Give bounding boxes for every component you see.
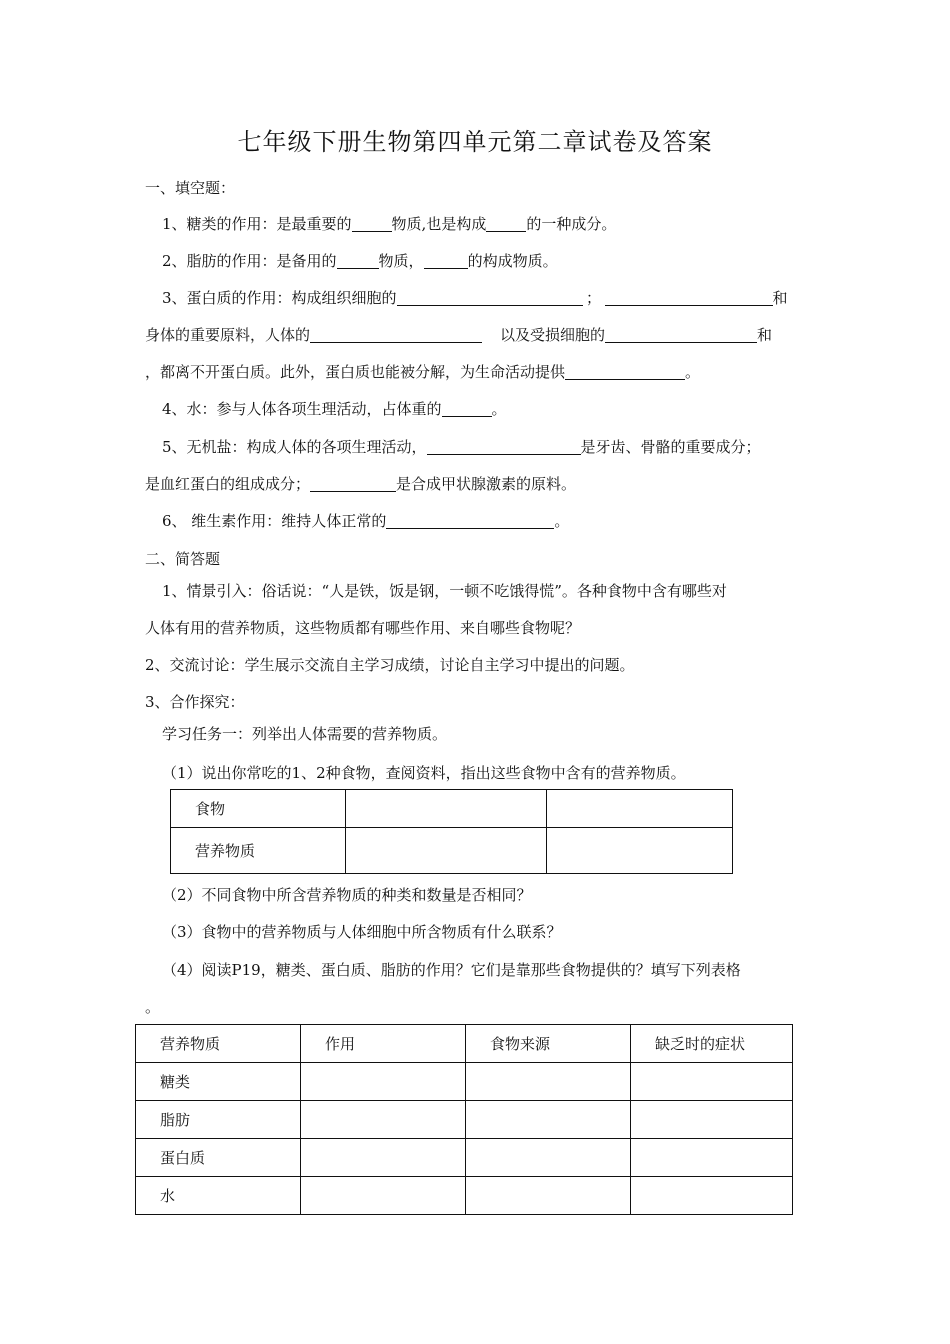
q1-blank-2[interactable] <box>486 215 526 232</box>
q3-text-a: 3、蛋白质的作用：构成组织细胞的 <box>162 289 397 307</box>
task-item-3: （3）食物中的营养物质与人体细胞中所含物质有什么联系？ <box>162 923 562 941</box>
q1-text-b: 物质,也是构成 <box>391 215 487 233</box>
q5-text-d: 是合成甲状腺激素的原料。 <box>396 475 577 493</box>
table-cell[interactable] <box>301 1139 466 1177</box>
q3-blank-4[interactable] <box>605 326 757 343</box>
q6-text-a: 6、 维生素作用：维持人体正常的 <box>162 512 387 530</box>
q2-blank-2[interactable] <box>424 252 468 269</box>
table2-row-label: 水 <box>136 1177 301 1215</box>
table-row <box>171 790 733 828</box>
q3-text-c: 和 <box>772 289 788 307</box>
task-item-1: （1）说出你常吃的1、2种食物，查阅资料，指出这些食物中含有的营养物质。 <box>162 764 686 782</box>
table-cell[interactable] <box>301 1063 466 1101</box>
section-heading-fill-blank: 一、填空题： <box>145 179 236 197</box>
task-item-4: （4）阅读P19，糖类、蛋白质、脂肪的作用？它们是靠那些食物提供的？填写下列表格 <box>162 961 741 979</box>
q3-blank-1[interactable] <box>397 289 583 306</box>
nutrient-function-table <box>135 1024 793 1215</box>
q5-blank-1[interactable] <box>427 438 581 455</box>
q3-text-h: 。 <box>685 363 701 381</box>
question-2 <box>162 250 558 272</box>
question-6 <box>162 510 569 532</box>
table2-row-label: 蛋白质 <box>136 1139 301 1177</box>
table-cell[interactable] <box>346 790 547 828</box>
table2-row-label: 糖类 <box>136 1063 301 1101</box>
q5-text-c: 是血红蛋白的组成成分； <box>145 475 311 493</box>
table2-row-label: 脂肪 <box>136 1101 301 1139</box>
table-cell[interactable] <box>301 1177 466 1215</box>
table-cell[interactable] <box>466 1139 631 1177</box>
task-item-4-end: 。 <box>145 998 161 1016</box>
table2-header: 食物来源 <box>466 1025 631 1063</box>
q3-blank-2[interactable] <box>605 289 773 306</box>
question-3-line-3 <box>145 361 700 383</box>
question-4 <box>162 398 507 420</box>
table2-header: 缺乏时的症状 <box>631 1025 793 1063</box>
food-nutrient-table <box>170 789 733 874</box>
q3-text-b: ； <box>586 289 602 307</box>
question-5-line-2 <box>145 473 576 495</box>
table-cell[interactable] <box>631 1177 793 1215</box>
q5-text-b: 是牙齿、骨骼的重要成分； <box>580 438 761 456</box>
short-answer-2: 2、交流讨论：学生展示交流自主学习成绩，讨论自主学习中提出的问题。 <box>145 656 635 674</box>
question-5-line-1 <box>162 436 761 458</box>
table-cell[interactable] <box>547 790 733 828</box>
q2-text-a: 2、脂肪的作用：是备用的 <box>162 252 337 270</box>
q1-text-a: 1、糖类的作用：是最重要的 <box>162 215 352 233</box>
q3-text-e: 以及受损细胞的 <box>500 326 606 344</box>
q6-blank-1[interactable] <box>386 512 554 529</box>
q1-blank-1[interactable] <box>352 215 392 232</box>
q3-text-g: ，都离不开蛋白质。此外，蛋白质也能被分解，为生命活动提供 <box>145 363 566 381</box>
table-cell[interactable] <box>466 1063 631 1101</box>
table1-row-label: 营养物质 <box>171 828 346 874</box>
table-row <box>171 828 733 874</box>
table-row <box>136 1063 793 1101</box>
short-answer-1-line-2: 人体有用的营养物质，这些物质都有哪些作用、来自哪些食物呢？ <box>145 619 581 637</box>
table-cell[interactable] <box>466 1101 631 1139</box>
table1-row-label: 食物 <box>171 790 346 828</box>
question-3-line-2 <box>145 324 772 346</box>
learning-task-1: 学习任务一：列举出人体需要的营养物质。 <box>162 725 448 743</box>
table-cell[interactable] <box>631 1139 793 1177</box>
q4-text-a: 4、水：参与人体各项生理活动，占体重的 <box>162 400 442 418</box>
q2-blank-1[interactable] <box>337 252 379 269</box>
table-cell[interactable] <box>631 1101 793 1139</box>
q3-text-f: 和 <box>757 326 773 344</box>
table-row <box>136 1139 793 1177</box>
q3-blank-3[interactable] <box>310 326 482 343</box>
table-cell[interactable] <box>301 1101 466 1139</box>
q4-text-b: 。 <box>491 400 507 418</box>
table-cell[interactable] <box>631 1063 793 1101</box>
question-3-line-1 <box>162 287 788 309</box>
short-answer-3: 3、合作探究： <box>145 693 245 711</box>
q4-blank-1[interactable] <box>442 400 492 417</box>
page-title: 七年级下册生物第四单元第二章试卷及答案 <box>237 128 713 156</box>
q6-text-b: 。 <box>554 512 570 530</box>
q2-text-b: 物质， <box>378 252 424 270</box>
table2-header: 作用 <box>301 1025 466 1063</box>
q3-text-d: 身体的重要原料，人体的 <box>145 326 311 344</box>
q2-text-c: 的构成物质。 <box>467 252 558 270</box>
table-row <box>136 1101 793 1139</box>
table-cell[interactable] <box>466 1177 631 1215</box>
q3-blank-5[interactable] <box>565 363 685 380</box>
q1-text-c: 的一种成分。 <box>526 215 617 233</box>
task-item-2: （2）不同食物中所含营养物质的种类和数量是否相同？ <box>162 886 532 904</box>
question-1 <box>162 213 616 235</box>
short-answer-1-line-1: 1、情景引入：俗话说：“人是铁，饭是钢，一顿不吃饿得慌”。各种食物中含有哪些对 <box>162 582 727 600</box>
q5-text-a: 5、无机盐：构成人体的各项生理活动， <box>162 438 427 456</box>
table-cell[interactable] <box>346 828 547 874</box>
table-cell[interactable] <box>547 828 733 874</box>
table-row <box>136 1177 793 1215</box>
table2-header: 营养物质 <box>136 1025 301 1063</box>
q5-blank-2[interactable] <box>310 475 396 492</box>
table-header-row <box>136 1025 793 1063</box>
section-heading-short-answer: 二、简答题 <box>145 550 221 568</box>
